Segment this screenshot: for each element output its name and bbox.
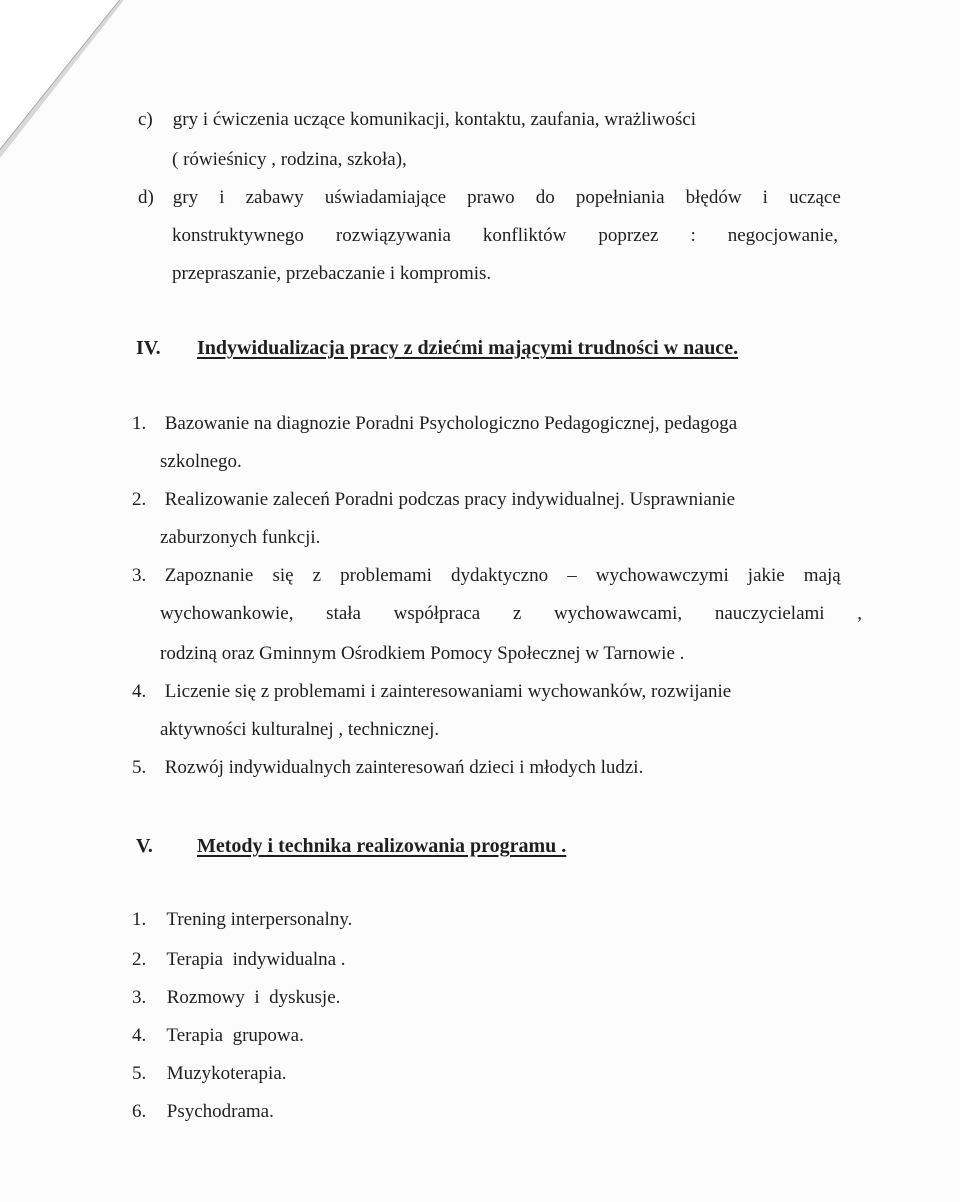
list-item-d-continuation: konstruktywnego rozwiązywania konfliktów poprzez : negocjowanie,	[172, 225, 838, 246]
item-number: 1.	[132, 413, 147, 434]
item-text: Trening interpersonalny.	[166, 909, 353, 930]
item-number: 2.	[132, 949, 147, 970]
item-text: Zapoznanie się z problemami dydaktyczno – wychowawczymi jakie mają	[164, 565, 841, 586]
list-item	[132, 986, 340, 1010]
item-text: Bazowanie na diagnozie Poradni Psychologiczno Pedagogicznej, pedagoga	[164, 413, 738, 434]
list-item-d	[138, 186, 841, 210]
item-number: 5.	[132, 757, 147, 778]
section-heading-iv	[136, 336, 738, 360]
list-item-continuation: rodziną oraz Gminnym Ośrodkiem Pomocy Społecznej w Tarnowie .	[160, 643, 685, 664]
item-number: 4.	[132, 681, 147, 702]
item-number: 3.	[132, 987, 147, 1008]
item-text: Liczenie się z problemami i zainteresowaniami wychowanków, rozwijanie	[164, 681, 732, 702]
list-item-c-continuation: ( rówieśnicy , rodzina, szkoła),	[172, 149, 407, 170]
item-text: gry i zabawy uświadamiające prawo do popełniania błędów i uczące	[172, 187, 841, 208]
list-item	[132, 564, 840, 588]
list-item	[132, 680, 731, 704]
list-item-continuation: aktywności kulturalnej , technicznej.	[160, 719, 440, 740]
list-item-continuation: wychowankowie, stała współpraca z wychowawcami, nauczycielami ,	[160, 603, 862, 624]
item-number: 2.	[132, 489, 147, 510]
item-number: 6.	[132, 1101, 147, 1122]
list-item-c	[138, 108, 696, 132]
item-text: Terapia indywidualna .	[166, 949, 346, 970]
item-text: Terapia grupowa.	[166, 1025, 304, 1046]
item-text: Realizowanie zaleceń Poradni podczas pracy indywidualnej. Usprawnianie	[164, 489, 736, 510]
item-text: Rozwój indywidualnych zainteresowań dzieci i młodych ludzi.	[164, 757, 644, 778]
item-text: gry i ćwiczenia uczące komunikacji, kontaktu, zaufania, wrażliwości	[172, 109, 697, 130]
list-item	[132, 488, 735, 512]
section-title: Metody i technika realizowania programu .	[197, 835, 567, 857]
list-item-d-continuation: przepraszanie, przebaczanie i kompromis.	[172, 263, 492, 284]
item-marker: c)	[138, 109, 153, 130]
section-title: Indywidualizacja pracy z dziećmi mającymi trudności w nauce.	[197, 337, 739, 359]
section-numeral: V.	[136, 835, 153, 857]
item-number: 3.	[132, 565, 147, 586]
list-item-continuation: zaburzonych funkcji.	[160, 527, 321, 548]
section-numeral: IV.	[136, 337, 161, 359]
list-item	[132, 756, 643, 780]
list-item	[132, 1024, 304, 1048]
item-text: Psychodrama.	[166, 1101, 274, 1122]
item-number: 4.	[132, 1025, 147, 1046]
list-item	[132, 412, 737, 436]
folded-corner-shadow	[0, 0, 130, 160]
section-heading-v	[136, 834, 566, 858]
list-item	[132, 1062, 287, 1086]
item-number: 5.	[132, 1063, 147, 1084]
list-item-continuation: szkolnego.	[160, 451, 242, 472]
item-text: Muzykoterapia.	[166, 1063, 287, 1084]
list-item	[132, 1100, 274, 1124]
item-marker: d)	[138, 187, 154, 208]
list-item	[132, 908, 352, 932]
list-item	[132, 948, 346, 972]
item-number: 1.	[132, 909, 147, 930]
item-text: Rozmowy i dyskusje.	[166, 987, 341, 1008]
